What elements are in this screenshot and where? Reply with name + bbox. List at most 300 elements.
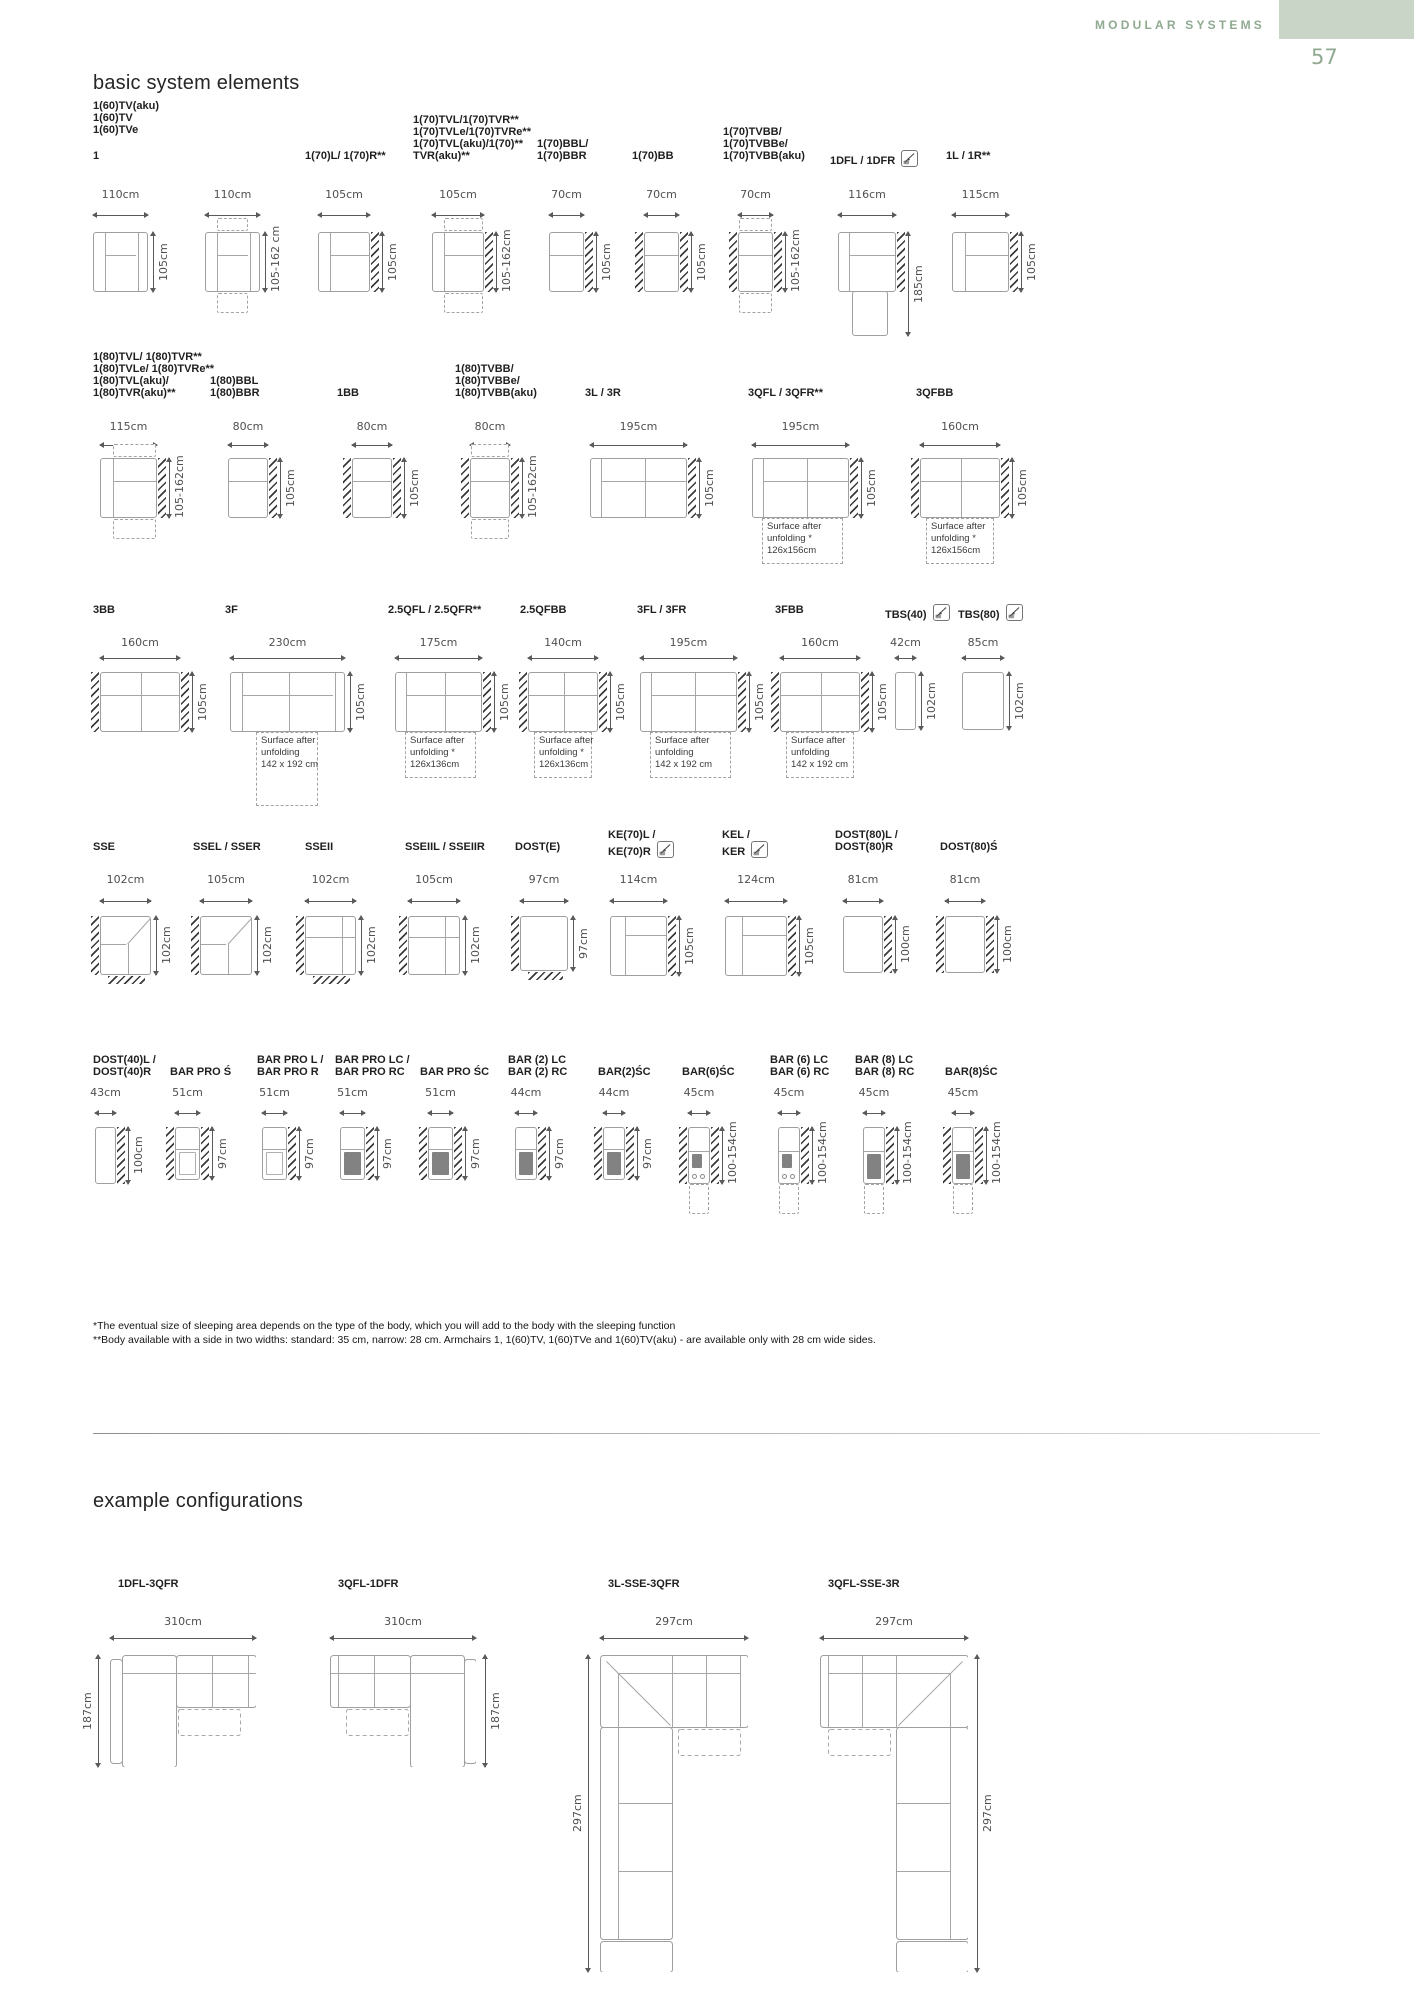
height-dim-label: 97cm	[216, 1138, 229, 1169]
backrest-seam	[242, 695, 333, 696]
width-dim-arrow	[205, 215, 260, 216]
sleep-function-icon	[933, 604, 950, 621]
element-drawing	[962, 672, 1004, 730]
open-side-hatch	[599, 672, 607, 732]
width-dim-arrow	[100, 901, 151, 902]
element-label: 1(70)TVBB/ 1(70)TVBBe/ 1(70)TVBB(aku)	[723, 126, 805, 162]
height-dim-label: 100cm	[132, 1136, 145, 1175]
open-side-hatch	[897, 232, 905, 292]
unfolding-note: Surface after unfolding * 126x136cm	[405, 732, 476, 778]
open-side-hatch	[528, 972, 563, 980]
height-dim-label: 105cm	[1025, 243, 1038, 281]
storage-box	[782, 1154, 792, 1168]
seat-seam	[445, 917, 446, 974]
seat-seam	[695, 673, 696, 731]
footnote-side-widths: **Body available with a side in two widths: standard: 35 cm, narrow: 28 cm. Armchairs 1, 1(60)TV, 1(60)TVe and 1(60)TV(aku) - are available only with 28 cm wide sides.	[93, 1334, 876, 1346]
backrest-seam	[217, 255, 248, 256]
element-label: 1BB	[337, 387, 360, 399]
width-dim-arrow	[895, 658, 916, 659]
width-dim-arrow	[262, 1113, 287, 1114]
height-dim-label: 105-162 cm	[269, 225, 282, 292]
headrest-dashed	[217, 218, 248, 231]
height-dim-arrow	[610, 672, 611, 732]
backrest-seam	[645, 255, 678, 256]
page-corner-accent	[1279, 0, 1414, 39]
element-drawing	[100, 916, 151, 975]
extension-dashed	[689, 1184, 709, 1214]
height-dim-arrow	[382, 232, 383, 292]
height-dim-arrow	[361, 916, 362, 975]
height-dim-label: 105cm	[498, 683, 511, 721]
height-dim-arrow	[573, 916, 574, 971]
width-dim-arrow	[175, 1113, 200, 1114]
height-dim-label: 100-154cm	[990, 1121, 1003, 1184]
height-dim-arrow	[377, 1127, 378, 1180]
element-drawing	[318, 232, 370, 292]
element-label: 3BB	[93, 604, 116, 616]
arm-seam	[601, 459, 602, 517]
open-side-hatch	[371, 232, 379, 292]
open-side-hatch	[801, 1127, 809, 1184]
element-drawing	[752, 458, 849, 518]
extension-dashed	[779, 1184, 799, 1214]
arm-seam	[742, 917, 743, 975]
height-dim-label: 97cm	[303, 1138, 316, 1169]
width-dim-arrow	[528, 658, 598, 659]
width-dim-label: 45cm	[858, 1086, 890, 1099]
height-dim-arrow	[496, 232, 497, 292]
open-side-hatch	[635, 232, 643, 292]
backrest-seam	[105, 255, 136, 256]
backrest-seam	[965, 255, 1008, 256]
arm-seam	[763, 459, 764, 517]
height-dim-arrow	[588, 1655, 589, 1972]
height-dim-arrow	[596, 232, 597, 292]
width-dim-arrow	[305, 901, 356, 902]
tray-edge	[779, 1151, 799, 1152]
width-dim-arrow	[644, 215, 679, 216]
element-drawing	[352, 458, 392, 518]
element-drawing	[528, 672, 598, 732]
width-dim-arrow	[945, 901, 985, 902]
open-side-hatch	[1010, 232, 1018, 292]
width-dim-label: 45cm	[947, 1086, 979, 1099]
backrest-seam	[330, 255, 369, 256]
element-drawing	[780, 672, 860, 732]
element-label: 2.5QFL / 2.5QFR**	[388, 604, 482, 616]
corner-seam	[128, 944, 129, 974]
open-side-hatch	[511, 458, 519, 518]
width-dim-label: 51cm	[172, 1086, 203, 1099]
element-label: BAR PRO ŚC	[420, 1066, 490, 1078]
element-drawing	[843, 916, 883, 973]
height-dim-label: 102cm	[1013, 682, 1026, 720]
open-side-hatch	[511, 916, 519, 971]
element-label: 1DFL / 1DFR	[830, 150, 918, 167]
page-title-examples: example configurations	[93, 1490, 304, 1512]
width-dim-label: 195cm	[781, 420, 820, 433]
width-dim-label: 116cm	[848, 188, 886, 201]
height-dim-label: 105cm	[865, 469, 878, 507]
element-drawing	[100, 672, 180, 732]
height-dim-arrow	[485, 1655, 486, 1767]
width-dim-label: 44cm	[598, 1086, 630, 1099]
open-side-hatch	[738, 672, 746, 732]
height-dim-arrow	[1012, 458, 1013, 518]
config-drawing	[110, 1655, 256, 1767]
width-dim-label: 102cm	[106, 873, 145, 886]
element-drawing	[738, 232, 773, 292]
height-dim-label: 97cm	[469, 1138, 482, 1169]
element-drawing	[688, 1127, 710, 1184]
width-dim-label: 160cm	[941, 420, 979, 433]
width-dim-label: 102cm	[311, 873, 350, 886]
width-dim-arrow	[778, 1113, 800, 1114]
width-dim-arrow	[340, 1113, 365, 1114]
height-dim-label: 297cm	[571, 1794, 584, 1833]
element-label: BAR PRO LC / BAR PRO RC	[335, 1054, 410, 1078]
config-drawing	[600, 1655, 748, 1972]
config-label: 3QFL-SSE-3R	[828, 1578, 900, 1590]
storage-box	[266, 1152, 283, 1175]
height-dim-label: 105cm	[683, 927, 696, 965]
height-dim-arrow	[169, 458, 170, 518]
tray-edge	[953, 1151, 973, 1152]
element-label: BAR(6)ŚC	[682, 1066, 735, 1078]
element-label: SSEL / SSER	[193, 841, 261, 853]
seat-seam	[961, 459, 962, 517]
cup-holder	[782, 1174, 787, 1179]
width-dim-label: 70cm	[551, 188, 582, 201]
open-side-hatch	[729, 232, 737, 292]
seat-seam	[289, 673, 290, 731]
height-dim-arrow	[699, 458, 700, 518]
element-label: 2.5QFBB	[520, 604, 567, 616]
height-dim-label: 105cm	[803, 927, 816, 965]
width-dim-label: 115cm	[109, 420, 148, 433]
open-side-hatch	[181, 672, 189, 732]
backrest-seam	[444, 255, 483, 256]
arm-seam	[113, 459, 114, 517]
height-dim-label: 105cm	[703, 469, 716, 507]
element-drawing	[863, 1127, 885, 1184]
height-dim-arrow	[895, 916, 896, 973]
backrest-seam	[763, 481, 848, 482]
width-dim-label: 70cm	[646, 188, 677, 201]
section-label: MODULAR SYSTEMS	[1094, 18, 1265, 32]
open-side-hatch	[679, 1127, 687, 1184]
headrest-dashed	[113, 444, 156, 457]
width-dim-label: 110cm	[213, 188, 252, 201]
arm-seam	[965, 233, 966, 291]
height-dim-arrow	[691, 232, 692, 292]
height-dim-label: 100cm	[899, 925, 912, 964]
height-dim-label: 105cm	[695, 243, 708, 281]
width-dim-arrow	[549, 215, 584, 216]
corner-seam	[228, 944, 229, 974]
arm-seam	[330, 233, 331, 291]
tray-edge	[604, 1149, 624, 1150]
sleep-function-icon	[751, 841, 768, 858]
element-label: BAR PRO L / BAR PRO R	[257, 1054, 324, 1078]
height-dim-arrow	[192, 672, 193, 732]
element-label: 1	[93, 150, 100, 162]
height-dim-label: 102cm	[469, 926, 482, 965]
height-dim-arrow	[549, 1127, 550, 1180]
height-dim-arrow	[280, 458, 281, 518]
open-side-hatch	[288, 1127, 296, 1180]
storage-box	[344, 1152, 361, 1175]
element-drawing	[305, 916, 356, 975]
width-dim-arrow	[318, 215, 370, 216]
element-drawing	[230, 672, 345, 732]
width-dim-label: 45cm	[683, 1086, 715, 1099]
width-dim-label: 297cm	[875, 1615, 913, 1628]
config-drawing	[820, 1655, 968, 1972]
storage-box	[692, 1154, 702, 1168]
open-side-hatch	[461, 458, 469, 518]
element-drawing	[952, 1127, 974, 1184]
element-series-label: 1(60)TV(aku) 1(60)TV 1(60)TVe	[93, 100, 160, 136]
element-drawing	[340, 1127, 365, 1180]
tray-edge	[429, 1149, 452, 1150]
height-dim-label: 102cm	[261, 926, 274, 965]
open-side-hatch	[91, 916, 99, 975]
width-dim-arrow	[230, 658, 345, 659]
storage-box	[867, 1154, 881, 1179]
element-label: 1(80)TVL/ 1(80)TVR** 1(80)TVLe/ 1(80)TVRe** 1(80)TVL(aku)/ 1(80)TVR(aku)**	[93, 351, 215, 399]
width-dim-label: 80cm	[232, 420, 264, 433]
backrest-seam	[229, 481, 267, 482]
open-side-hatch	[711, 1127, 719, 1184]
seat-seam	[445, 673, 446, 731]
footrest-dashed	[113, 519, 156, 539]
width-dim-label: 105cm	[207, 873, 245, 886]
unfolding-note: Surface after unfolding 142 x 192 cm	[650, 732, 731, 778]
width-dim-label: 124cm	[737, 873, 775, 886]
config-label: 3QFL-1DFR	[338, 1578, 399, 1590]
cup-holder	[700, 1174, 705, 1179]
page-title-basic: basic system elements	[93, 72, 300, 94]
element-label: 1(70)BBL/ 1(70)BBR	[537, 138, 589, 162]
width-dim-label: 230cm	[268, 636, 307, 649]
height-dim-label: 100-154cm	[901, 1121, 914, 1184]
element-drawing	[610, 916, 667, 976]
seat-seam	[645, 459, 646, 517]
open-side-hatch	[986, 916, 994, 973]
open-side-hatch	[936, 916, 944, 973]
tray-edge	[341, 1149, 364, 1150]
width-dim-arrow	[520, 901, 568, 902]
width-dim-label: 310cm	[164, 1615, 202, 1628]
height-dim-label: 105cm	[354, 683, 367, 721]
element-drawing	[205, 232, 260, 292]
width-dim-arrow	[110, 1638, 256, 1639]
width-dim-arrow	[600, 1638, 748, 1639]
unfolding-note: Surface after unfolding 142 x 192 cm	[786, 732, 854, 778]
arm-seam	[138, 233, 139, 291]
height-dim-label: 105-162cm	[500, 229, 513, 292]
element-drawing	[640, 672, 737, 732]
width-dim-arrow	[330, 1638, 476, 1639]
width-dim-label: 195cm	[619, 420, 658, 433]
seat-seam	[821, 673, 822, 731]
element-label: DOST(80)Ś	[940, 841, 998, 853]
arm-seam	[849, 233, 850, 291]
width-dim-arrow	[863, 1113, 885, 1114]
open-side-hatch	[201, 1127, 209, 1180]
element-label: 1(80)BBL 1(80)BBR	[210, 375, 260, 399]
element-drawing	[590, 458, 687, 518]
height-dim-arrow	[265, 232, 266, 292]
element-drawing	[93, 232, 148, 292]
width-dim-arrow	[952, 215, 1009, 216]
width-dim-label: 115cm	[961, 188, 1000, 201]
open-side-hatch	[850, 458, 858, 518]
width-dim-arrow	[952, 1113, 974, 1114]
seat-seam	[564, 673, 565, 731]
page-number: 57	[1311, 45, 1338, 69]
element-label: 3QFBB	[916, 387, 954, 399]
width-dim-arrow	[738, 215, 773, 216]
width-dim-arrow	[428, 1113, 453, 1114]
seat-seam	[342, 917, 343, 974]
open-side-hatch	[483, 672, 491, 732]
open-side-hatch	[108, 976, 145, 984]
element-drawing	[778, 1127, 800, 1184]
width-dim-arrow	[93, 215, 148, 216]
width-dim-label: 160cm	[121, 636, 159, 649]
backrest-seam	[601, 481, 686, 482]
footrest-dashed	[471, 519, 509, 539]
element-drawing	[175, 1127, 200, 1180]
corner-seam	[201, 944, 226, 945]
width-dim-label: 105cm	[439, 188, 477, 201]
element-label: DOST(E)	[515, 841, 561, 853]
open-side-hatch	[626, 1127, 634, 1180]
open-side-hatch	[166, 1127, 174, 1180]
storage-box	[607, 1152, 621, 1175]
height-dim-arrow	[897, 1127, 898, 1184]
open-side-hatch	[91, 672, 99, 732]
height-dim-arrow	[1009, 672, 1010, 730]
width-dim-label: 310cm	[384, 1615, 422, 1628]
storage-box	[519, 1152, 533, 1175]
width-dim-label: 297cm	[655, 1615, 693, 1628]
height-dim-arrow	[98, 1655, 99, 1767]
element-label: TBS(40)	[885, 604, 950, 621]
element-drawing	[100, 458, 157, 518]
height-dim-label: 187cm	[489, 1692, 502, 1730]
height-dim-label: 97cm	[577, 928, 590, 959]
element-label: 1(80)TVBB/ 1(80)TVBBe/ 1(80)TVBB(aku)	[455, 363, 537, 399]
element-drawing	[549, 232, 584, 292]
corner-seam	[101, 944, 126, 945]
width-dim-arrow	[603, 1113, 625, 1114]
tray-edge	[263, 1149, 286, 1150]
element-drawing	[644, 232, 679, 292]
unfolding-note: Surface after unfolding 142 x 192 cm	[256, 732, 318, 806]
unfolding-note: Surface after unfolding * 126x156cm	[762, 518, 843, 564]
open-side-hatch	[158, 458, 166, 518]
height-dim-label: 105cm	[284, 469, 297, 507]
open-side-hatch	[788, 916, 796, 976]
tray-edge	[689, 1151, 709, 1152]
element-label: 3L / 3R	[585, 387, 621, 399]
config-drawing	[330, 1655, 476, 1767]
width-dim-label: 97cm	[528, 873, 560, 886]
height-dim-label: 100-154cm	[726, 1121, 739, 1184]
width-dim-arrow	[95, 1113, 116, 1114]
element-label: SSEII	[305, 841, 334, 853]
open-side-hatch	[943, 1127, 951, 1184]
width-dim-label: 195cm	[669, 636, 708, 649]
width-dim-label: 51cm	[259, 1086, 290, 1099]
width-dim-arrow	[640, 658, 737, 659]
backrest-seam	[353, 481, 391, 482]
storage-box	[179, 1152, 196, 1175]
width-dim-label: 114cm	[619, 873, 658, 886]
backrest-seam	[651, 695, 736, 696]
extension-dashed	[864, 1184, 884, 1214]
sleep-function-icon	[1006, 604, 1023, 621]
height-dim-label: 102cm	[925, 682, 938, 720]
element-label: KEL / KER	[722, 829, 768, 858]
element-label: SSE	[93, 841, 116, 853]
backrest-seam	[781, 695, 859, 696]
height-dim-arrow	[722, 1127, 723, 1184]
open-side-hatch	[911, 458, 919, 518]
unfolding-note: Surface after unfolding * 126x156cm	[926, 518, 994, 564]
open-side-hatch	[861, 672, 869, 732]
height-dim-arrow	[128, 1127, 129, 1184]
height-dim-arrow	[861, 458, 862, 518]
arm-seam	[444, 233, 445, 291]
height-dim-label: 105-162cm	[173, 455, 186, 518]
height-dim-label: 105cm	[157, 243, 170, 281]
element-drawing	[395, 672, 482, 732]
element-drawing	[432, 232, 484, 292]
element-drawing	[470, 458, 510, 518]
element-drawing	[945, 916, 985, 973]
width-dim-label: 44cm	[510, 1086, 542, 1099]
width-dim-arrow	[688, 1113, 710, 1114]
element-label: BAR (2) LC BAR (2) RC	[508, 1054, 568, 1078]
element-label: BAR (6) LC BAR (6) RC	[770, 1054, 830, 1078]
footnote-sleeping-area: *The eventual size of sleeping area depends on the type of the body, which you will add to the body with the sleeping function	[93, 1320, 676, 1332]
width-dim-arrow	[838, 215, 896, 216]
height-dim-arrow	[350, 672, 351, 732]
open-side-hatch	[419, 1127, 427, 1180]
open-side-hatch	[366, 1127, 374, 1180]
element-label: 1(70)BB	[632, 150, 674, 162]
height-dim-label: 105cm	[1016, 469, 1029, 507]
config-label: 3L-SSE-3QFR	[608, 1578, 680, 1590]
height-dim-label: 105-162cm	[789, 229, 802, 292]
sleep-function-icon	[657, 841, 674, 858]
open-side-hatch	[269, 458, 277, 518]
width-dim-arrow	[395, 658, 482, 659]
height-dim-label: 105cm	[876, 683, 889, 721]
open-side-hatch	[975, 1127, 983, 1184]
width-dim-arrow	[432, 215, 484, 216]
tray-edge	[516, 1149, 536, 1150]
element-label: 1(70)L/ 1(70)R**	[305, 150, 386, 162]
config-label: 1DFL-3QFR	[118, 1578, 179, 1590]
height-dim-arrow	[153, 232, 154, 292]
arm-seam	[250, 233, 251, 291]
open-side-hatch	[668, 916, 676, 976]
